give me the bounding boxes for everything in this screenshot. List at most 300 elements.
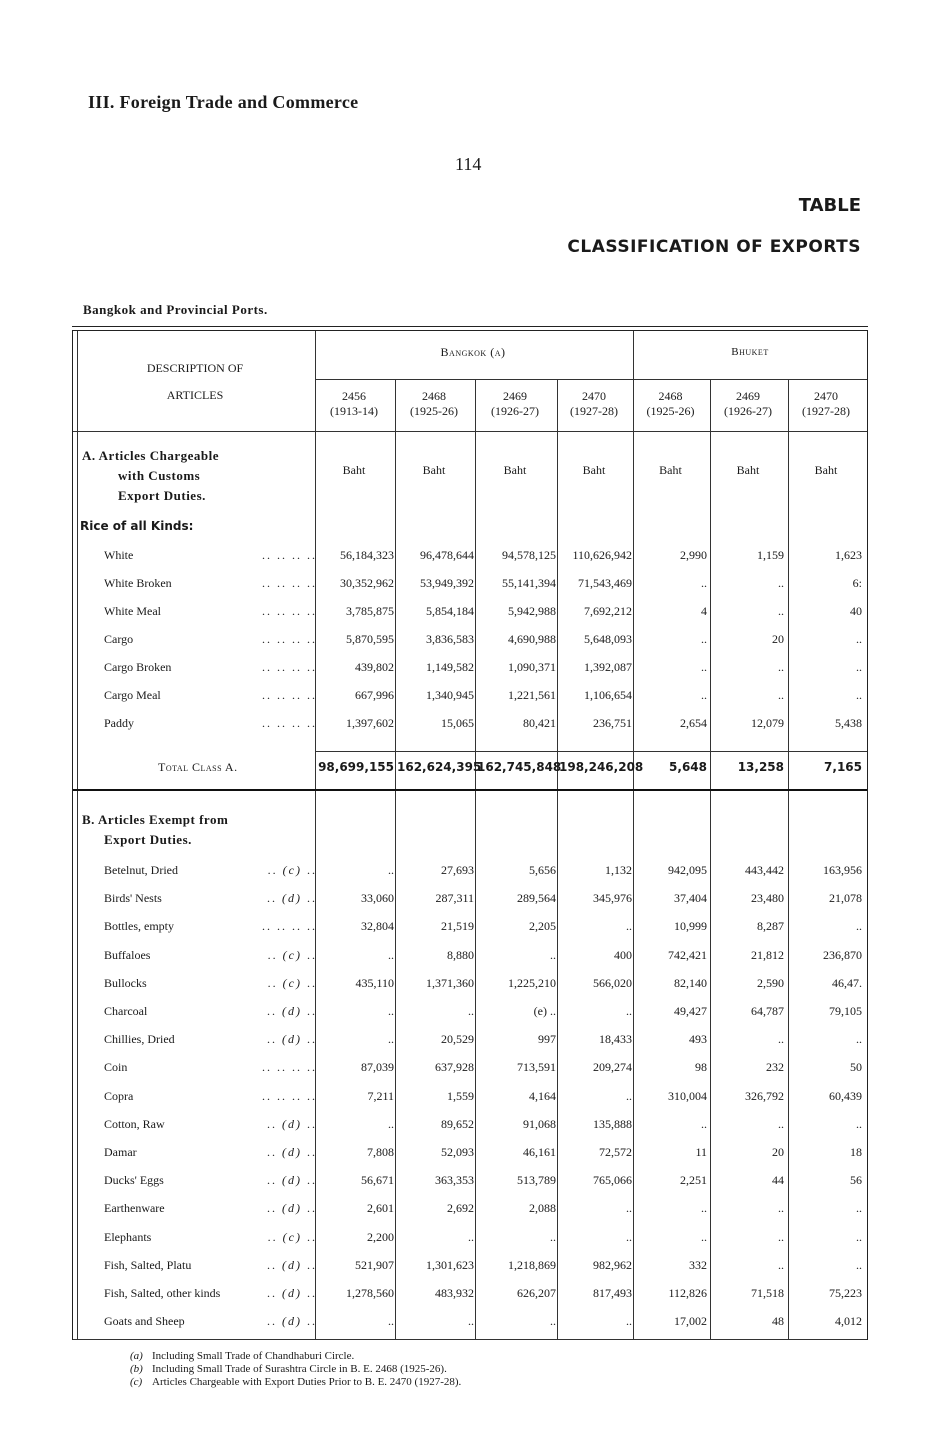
value-cell: 435,110 [355, 975, 394, 990]
value-cell: 997 [538, 1032, 556, 1047]
value-cell: 4,164 [529, 1088, 556, 1103]
duty-note: (d) [282, 1116, 302, 1131]
value-cell: 15,065 [441, 716, 474, 730]
leader-dots: .. (c) .. [267, 863, 317, 877]
total-cell: 13,258 [737, 760, 784, 774]
value-cell: 46,47. [832, 975, 862, 990]
value-cell: 4,690,988 [508, 632, 556, 646]
duty-note: (d) [282, 1145, 302, 1159]
leader-dots: .. (d) .. [267, 1032, 317, 1047]
value-cell: .. [388, 1116, 394, 1131]
region-label: Bangkok and Provincial Ports. [83, 302, 268, 317]
value-cell: .. [856, 1116, 862, 1131]
value-cell: 765,066 [593, 1173, 632, 1188]
value-cell: .. [778, 604, 784, 618]
value-cell: 2,088 [529, 1201, 556, 1216]
table-top-rule [72, 326, 868, 327]
total-label: Total Class A. [158, 760, 238, 774]
article-label: Goats and Sheep [104, 1314, 185, 1329]
article-label: Fish, Salted, Platu [104, 1257, 192, 1272]
value-cell: 10,999 [674, 919, 707, 934]
value-cell: .. [778, 660, 784, 674]
value-cell: 21,812 [751, 947, 784, 962]
article-label: Ducks' Eggs [104, 1173, 164, 1188]
value-cell: .. [778, 1032, 784, 1047]
unit-header: Baht [582, 463, 606, 477]
value-cell: 566,020 [593, 975, 632, 990]
value-cell: .. [856, 1257, 862, 1272]
value-cell: .. [626, 1088, 632, 1103]
value-cell: 637,928 [435, 1060, 474, 1075]
table-row [72, 1286, 868, 1306]
value-cell: 713,591 [517, 1060, 556, 1075]
unit-header: Baht [422, 463, 446, 477]
value-cell: .. [468, 1004, 474, 1018]
value-cell: 1,225,210 [508, 975, 556, 990]
duty-note: (d) [282, 1201, 302, 1216]
value-cell: .. [626, 1201, 632, 1216]
leader-dots: .. .. .. .. [262, 1088, 317, 1103]
value-cell: 1,278,560 [346, 1286, 394, 1300]
value-cell: 27,693 [441, 863, 474, 877]
value-cell: 75,223 [829, 1286, 862, 1300]
year-range: (1927-28) [570, 404, 618, 418]
value-cell: 56,184,323 [340, 548, 394, 562]
value-cell: 443,442 [745, 863, 784, 877]
article-label: Damar [104, 1145, 137, 1159]
leader-dots: .. (d) .. [267, 1145, 317, 1159]
value-cell: 232 [766, 1060, 784, 1075]
value-cell: 23,480 [751, 891, 784, 906]
table-row [72, 948, 868, 968]
total-class-a-row [72, 760, 868, 780]
leader-dots: .. .. .. .. [262, 632, 317, 646]
value-cell: .. [856, 1201, 862, 1216]
value-cell: 5,648,093 [584, 632, 632, 646]
footnote-text: Including Small Trade of Surashtra Circle in B. E. 2468 (1925-26). [152, 1363, 447, 1375]
article-label: White Broken [104, 576, 172, 590]
article-label: Cargo [104, 632, 134, 646]
leader-dots: .. (c) .. [267, 975, 317, 990]
value-cell: 1,392,087 [584, 660, 632, 674]
value-cell: 7,211 [367, 1088, 394, 1103]
value-cell: 7,692,212 [584, 604, 632, 618]
unit-header: Baht [659, 463, 682, 477]
value-cell: 513,789 [517, 1173, 556, 1188]
year-number: 2468 [658, 389, 683, 403]
value-cell: 1,221,561 [508, 688, 556, 702]
value-cell: 135,888 [593, 1116, 632, 1131]
footnote-text: Including Small Trade of Chandhaburi Circle. [152, 1350, 355, 1362]
value-cell: .. [856, 632, 862, 646]
article-label: Earthenware [104, 1201, 165, 1216]
year-header [709, 389, 787, 419]
year-number: 2469 [503, 389, 527, 403]
value-cell: .. [388, 863, 394, 877]
value-cell: 5,656 [529, 863, 556, 877]
article-label: Paddy [104, 716, 134, 730]
year-range: (1925-26) [410, 404, 458, 418]
table-row [72, 1145, 868, 1165]
leader-dots: .. .. .. .. [262, 1060, 317, 1075]
table-title: CLASSIFICATION OF EXPORTS [567, 237, 861, 257]
value-cell: 439,802 [355, 660, 394, 674]
value-cell: .. [701, 660, 707, 674]
page-number: 114 [455, 154, 482, 174]
value-cell: 6: [852, 576, 862, 590]
value-cell: 79,105 [829, 1004, 862, 1018]
article-label: Birds' Nests [104, 891, 162, 906]
article-label: Cargo Broken [104, 660, 172, 674]
value-cell: 332 [689, 1257, 707, 1272]
value-cell: 40 [850, 604, 862, 618]
value-cell: 2,590 [757, 975, 784, 990]
rice-subheading: Rice of all Kinds: [80, 519, 194, 533]
article-label: Chillies, Dried [104, 1032, 175, 1047]
duty-note: (d) [282, 1173, 302, 1188]
duty-note: (c) [282, 947, 302, 962]
article-label: Cargo Meal [104, 688, 161, 702]
value-cell: 1,159 [757, 548, 784, 562]
footnote-key: (b) [130, 1363, 143, 1375]
footnote [130, 1376, 461, 1389]
table-row [72, 688, 868, 708]
value-cell: 345,976 [593, 891, 632, 906]
table-row [72, 976, 868, 996]
article-label: Copra [104, 1088, 134, 1103]
value-cell: 742,421 [668, 947, 707, 962]
table-row [72, 632, 868, 652]
value-cell: 55,141,394 [502, 576, 556, 590]
value-cell: 8,287 [757, 919, 784, 934]
article-label: Cotton, Raw [104, 1116, 165, 1131]
value-cell: 5,854,184 [426, 604, 474, 618]
table-row [72, 660, 868, 680]
value-cell: 18 [850, 1145, 862, 1159]
value-cell: .. [388, 1004, 394, 1018]
value-cell: .. [550, 1314, 556, 1329]
value-cell: .. [388, 947, 394, 962]
value-cell: 98 [695, 1060, 707, 1075]
duty-note: (d) [282, 891, 302, 906]
leader-dots: .. .. .. .. [262, 576, 317, 590]
year-range: (1925-26) [646, 404, 695, 418]
table-row [72, 1258, 868, 1278]
value-cell: 3,836,583 [426, 632, 474, 646]
footnote-key: (c) [130, 1376, 143, 1388]
total-cell: 162,624,395 [397, 760, 482, 774]
table-row [72, 1032, 868, 1052]
value-cell: 21,519 [441, 919, 474, 934]
value-cell: 33,060 [361, 891, 394, 906]
year-number: 2456 [342, 389, 366, 403]
total-top-rule [315, 751, 867, 752]
value-cell: 49,427 [674, 1004, 707, 1018]
value-cell: 80,421 [523, 716, 556, 730]
value-cell: 20 [772, 632, 784, 646]
leader-dots: .. .. .. .. [262, 604, 317, 618]
article-label: Bullocks [104, 975, 147, 990]
value-cell: .. [626, 919, 632, 934]
year-header [474, 389, 556, 419]
article-label: Fish, Salted, other kinds [104, 1286, 221, 1300]
table-row [72, 548, 868, 568]
group-header-rule [315, 379, 867, 380]
duty-note: (d) [282, 1314, 302, 1329]
table-row [72, 716, 868, 736]
value-cell: .. [701, 1229, 707, 1244]
table-row [72, 604, 868, 624]
value-cell: 60,439 [829, 1088, 862, 1103]
value-cell: 71,518 [751, 1286, 784, 1300]
total-cell: 5,648 [669, 760, 707, 774]
value-cell: .. [626, 1314, 632, 1329]
year-header [314, 389, 394, 419]
leader-dots: .. (d) .. [267, 891, 317, 906]
leader-dots: .. .. .. .. [262, 688, 317, 702]
value-cell: 817,493 [593, 1286, 632, 1300]
unit-header: Baht [342, 463, 366, 477]
value-cell: 32,804 [361, 919, 394, 934]
article-label: Buffaloes [104, 947, 151, 962]
footnote [130, 1363, 461, 1376]
value-cell: 50 [850, 1060, 862, 1075]
year-number: 2470 [814, 389, 838, 403]
value-cell: 2,990 [680, 548, 707, 562]
leader-dots: .. (d) .. [267, 1116, 317, 1131]
value-cell: 1,090,371 [508, 660, 556, 674]
duty-note: (d) [282, 1004, 302, 1018]
value-cell: 2,205 [529, 919, 556, 934]
value-cell: 310,004 [668, 1088, 707, 1103]
total-cell: 198,246,208 [559, 760, 644, 774]
year-range: (1926-27) [724, 404, 772, 418]
footnote [130, 1350, 461, 1363]
table-row [72, 1004, 868, 1024]
column-divider [788, 379, 789, 1339]
value-cell: .. [856, 1032, 862, 1047]
leader-dots: .. (d) .. [267, 1201, 317, 1216]
bhuket-group-header: Bhuket [731, 346, 769, 358]
value-cell: .. [626, 1004, 632, 1018]
value-cell: 667,996 [355, 688, 394, 702]
value-cell: 1,397,602 [346, 716, 394, 730]
value-cell: 5,438 [835, 716, 862, 730]
table-row [72, 1060, 868, 1080]
value-cell: 236,870 [823, 947, 862, 962]
leader-dots: .. (c) .. [267, 1229, 317, 1244]
leader-dots: .. .. .. .. [262, 919, 317, 934]
value-cell: 20 [772, 1145, 784, 1159]
footnotes [130, 1350, 461, 1389]
value-cell: 2,200 [367, 1229, 394, 1244]
value-cell: 236,751 [593, 716, 632, 730]
value-cell: 48 [772, 1314, 784, 1329]
table-bottom-rule [73, 1339, 867, 1340]
value-cell: 53,949,392 [420, 576, 474, 590]
value-cell: 483,932 [435, 1286, 474, 1300]
value-cell: 56,671 [361, 1173, 394, 1188]
value-cell: 400 [614, 947, 632, 962]
value-cell: 1,340,945 [426, 688, 474, 702]
table-label: TABLE [798, 195, 861, 216]
value-cell: 4 [701, 604, 707, 618]
total-bottom-rule [73, 789, 867, 791]
value-cell: 287,311 [435, 891, 474, 906]
description-header: DESCRIPTION OF ARTICLES [146, 361, 244, 402]
year-header [556, 389, 632, 419]
article-label: Coin [104, 1060, 128, 1075]
value-cell: 2,251 [680, 1173, 707, 1188]
leader-dots: .. (c) .. [267, 947, 317, 962]
article-label: Charcoal [104, 1004, 148, 1018]
value-cell: 626,207 [517, 1286, 556, 1300]
value-cell: 94,578,125 [502, 548, 556, 562]
duty-note: (c) [282, 863, 302, 877]
value-cell: 46,161 [523, 1145, 556, 1159]
total-cell: 7,165 [824, 760, 862, 774]
value-cell: .. [550, 1229, 556, 1244]
value-cell: 2,692 [447, 1201, 474, 1216]
bangkok-group-header: Bangkok (a) [440, 345, 506, 359]
value-cell: .. [626, 1229, 632, 1244]
article-label: White [104, 548, 134, 562]
value-cell: .. [701, 1116, 707, 1131]
duty-note: (d) [282, 1286, 302, 1300]
value-cell: 30,352,962 [340, 576, 394, 590]
year-number: 2470 [582, 389, 606, 403]
value-cell: 493 [689, 1032, 707, 1047]
article-label: Bottles, empty [104, 919, 174, 934]
year-range: (1913-14) [330, 404, 378, 418]
value-cell: .. [778, 1257, 784, 1272]
value-cell: 21,078 [829, 891, 862, 906]
value-cell: .. [778, 688, 784, 702]
leader-dots: .. .. .. .. [262, 548, 317, 562]
value-cell: 20,529 [441, 1032, 474, 1047]
value-cell: 982,962 [593, 1257, 632, 1272]
value-cell: 1,218,869 [508, 1257, 556, 1272]
article-label: White Meal [104, 604, 161, 618]
value-cell: .. [778, 576, 784, 590]
table-row [72, 919, 868, 939]
column-divider [395, 379, 396, 1339]
leader-dots: .. (d) .. [267, 1314, 317, 1329]
value-cell: .. [388, 1032, 394, 1047]
value-cell: .. [856, 919, 862, 934]
value-cell: 82,140 [674, 975, 707, 990]
year-range: (1926-27) [491, 404, 539, 418]
leader-dots: .. .. .. .. [262, 716, 317, 730]
value-cell: 521,907 [355, 1257, 394, 1272]
value-cell: 89,652 [441, 1116, 474, 1131]
leader-dots: .. (d) .. [267, 1004, 317, 1018]
leader-dots: .. (d) .. [267, 1286, 317, 1300]
value-cell: 87,039 [361, 1060, 394, 1075]
value-cell: .. [550, 947, 556, 962]
value-cell: 52,093 [441, 1145, 474, 1159]
year-number: 2468 [422, 389, 446, 403]
value-cell: .. [778, 1201, 784, 1216]
value-cell: 3,785,875 [346, 604, 394, 618]
value-cell: 12,079 [751, 716, 784, 730]
footnote-key: (a) [130, 1350, 143, 1362]
value-cell: 2,601 [367, 1201, 394, 1216]
unit-header: Baht [736, 463, 760, 477]
value-cell: 1,149,582 [426, 660, 474, 674]
class-a-heading: A. Articles Chargeable with Customs Export Duties. [82, 448, 220, 503]
year-range: (1927-28) [802, 404, 850, 418]
table-row [72, 1314, 868, 1334]
value-cell: 163,956 [823, 863, 862, 877]
value-cell: .. [856, 1229, 862, 1244]
value-cell: 110,626,942 [572, 548, 632, 562]
value-cell: 4,012 [835, 1314, 862, 1329]
value-cell: 72,572 [599, 1145, 632, 1159]
value-cell: 64,787 [751, 1004, 784, 1018]
duty-note: (d) [282, 1257, 302, 1272]
table-row [72, 863, 868, 883]
value-cell: 96,478,644 [420, 548, 474, 562]
value-cell: .. [388, 1314, 394, 1329]
year-number: 2469 [736, 389, 760, 403]
unit-header: Baht [814, 463, 838, 477]
value-cell: 209,274 [593, 1060, 632, 1075]
value-cell: 2,654 [680, 716, 707, 730]
total-cell: 162,745,848 [477, 760, 562, 774]
value-cell: 1,623 [835, 548, 862, 562]
value-cell: 11 [695, 1145, 707, 1159]
value-cell: 1,106,654 [584, 688, 632, 702]
table-row [72, 1201, 868, 1221]
value-cell: 1,132 [605, 863, 632, 877]
section-heading: III. Foreign Trade and Commerce [88, 92, 359, 112]
value-cell: 18,433 [599, 1032, 632, 1047]
value-cell: 289,564 [517, 891, 556, 906]
value-cell: .. [701, 632, 707, 646]
value-cell: 71,543,469 [578, 576, 632, 590]
duty-note: (d) [282, 1032, 302, 1047]
value-cell: .. [468, 1314, 474, 1329]
value-cell: 56 [850, 1173, 862, 1188]
value-cell: 1,559 [447, 1088, 474, 1103]
value-cell: 37,404 [674, 891, 707, 906]
unit-header: Baht [503, 463, 527, 477]
table-row [72, 1173, 868, 1193]
leader-dots: .. (d) .. [267, 1257, 317, 1272]
value-cell: 44 [772, 1173, 784, 1188]
leader-dots: .. (d) .. [267, 1173, 317, 1188]
value-cell: .. [701, 1201, 707, 1216]
value-cell: .. [778, 1116, 784, 1131]
column-divider [710, 379, 711, 1339]
table-row [72, 1117, 868, 1137]
value-cell: 1,301,623 [426, 1257, 474, 1272]
header-rule [73, 431, 867, 432]
leader-dots: .. .. .. .. [262, 660, 317, 674]
footnote-text: Articles Chargeable with Export Duties Prior to B. E. 2470 (1927-28). [152, 1376, 462, 1388]
column-divider [475, 379, 476, 1339]
value-cell: 7,808 [367, 1145, 394, 1159]
duty-note: (c) [282, 1229, 302, 1244]
article-label: Betelnut, Dried [104, 863, 178, 877]
value-cell: 326,792 [745, 1088, 784, 1103]
value-cell: 17,002 [674, 1314, 707, 1329]
table-row [72, 1230, 868, 1250]
value-cell: .. [856, 688, 862, 702]
article-label: Elephants [104, 1229, 152, 1244]
value-cell: 5,870,595 [346, 632, 394, 646]
